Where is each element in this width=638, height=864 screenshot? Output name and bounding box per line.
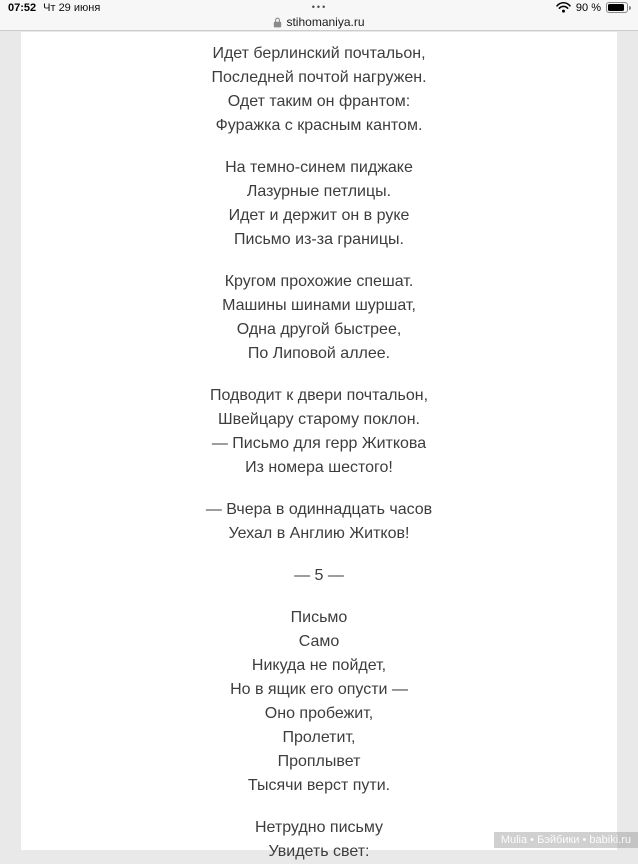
poem-line: Машины шинами шуршат, — [222, 297, 416, 314]
poem-line: Кругом прохожие спешат. — [224, 273, 414, 290]
browser-toolbar — [0, 0, 638, 31]
section-divider: — 5 — — [294, 567, 344, 584]
poem-line: Пролетит, — [282, 729, 356, 746]
status-date: Чт 29 июня — [43, 1, 101, 14]
address-bar-domain: stihomaniya.ru — [286, 15, 365, 29]
poem-stanza — [21, 498, 617, 546]
poem-line: — Вчера в одиннадцать часов — [205, 501, 433, 518]
poem-stanza — [21, 156, 617, 252]
lock-icon — [273, 17, 282, 28]
poem-line: Идет и держит он в руке — [228, 207, 410, 224]
poem-line: Одна другой быстрее, — [236, 321, 402, 338]
poem-line: Лазурные петлицы. — [246, 183, 392, 200]
poem-line: Подводит к двери почтальон, — [209, 387, 429, 404]
poem-stanza — [21, 270, 617, 366]
poem-line: Никуда не пойдет, — [251, 657, 387, 674]
poem-line: Уехал в Англию Житков! — [228, 525, 410, 542]
poem-line: Тысячи верст пути. — [247, 777, 391, 794]
poem-line: Фуражка с красным кантом. — [215, 117, 423, 134]
poem-stanza — [21, 42, 617, 138]
poem-line: Нетрудно письму — [254, 819, 384, 836]
watermark: Mulia • Бэйбики • babiki.ru — [494, 832, 638, 848]
poem-line: Увидеть свет: — [268, 843, 370, 860]
status-time: 07:52 — [8, 1, 37, 14]
poem-line: Из номера шестого! — [245, 459, 393, 476]
poem-line: Письмо — [290, 609, 348, 626]
status-right — [556, 2, 631, 14]
poem-line: Швейцару старому поклон. — [218, 411, 420, 428]
poem-line: Одет таким он франтом: — [227, 93, 411, 110]
battery-icon — [606, 2, 631, 13]
battery-percent: 90 % — [575, 1, 601, 14]
poem-line: По Липовой аллее. — [247, 345, 391, 362]
poem-line: Идет берлинский почтальон, — [212, 45, 426, 62]
poem-line: На темно-синем пиджаке — [225, 159, 413, 176]
poem-text — [21, 32, 617, 864]
poem-line: Но в ящик его опусти — — [230, 681, 408, 698]
more-dots-icon[interactable]: ••• — [311, 2, 328, 12]
poem-line: Оно пробежит, — [264, 705, 374, 722]
wifi-icon — [556, 2, 571, 13]
page-content — [21, 32, 617, 860]
poem-line: Письмо из-за границы. — [234, 231, 404, 248]
status-left — [8, 2, 100, 14]
poem-stanza — [21, 606, 617, 798]
address-bar[interactable] — [0, 13, 638, 31]
poem-line: Проплывет — [277, 753, 361, 770]
poem-line: Само — [298, 633, 340, 650]
poem-line: Последней почтой нагружен. — [211, 69, 427, 86]
poem-stanza — [21, 384, 617, 480]
poem-line: — Письмо для герр Житкова — [211, 435, 427, 452]
